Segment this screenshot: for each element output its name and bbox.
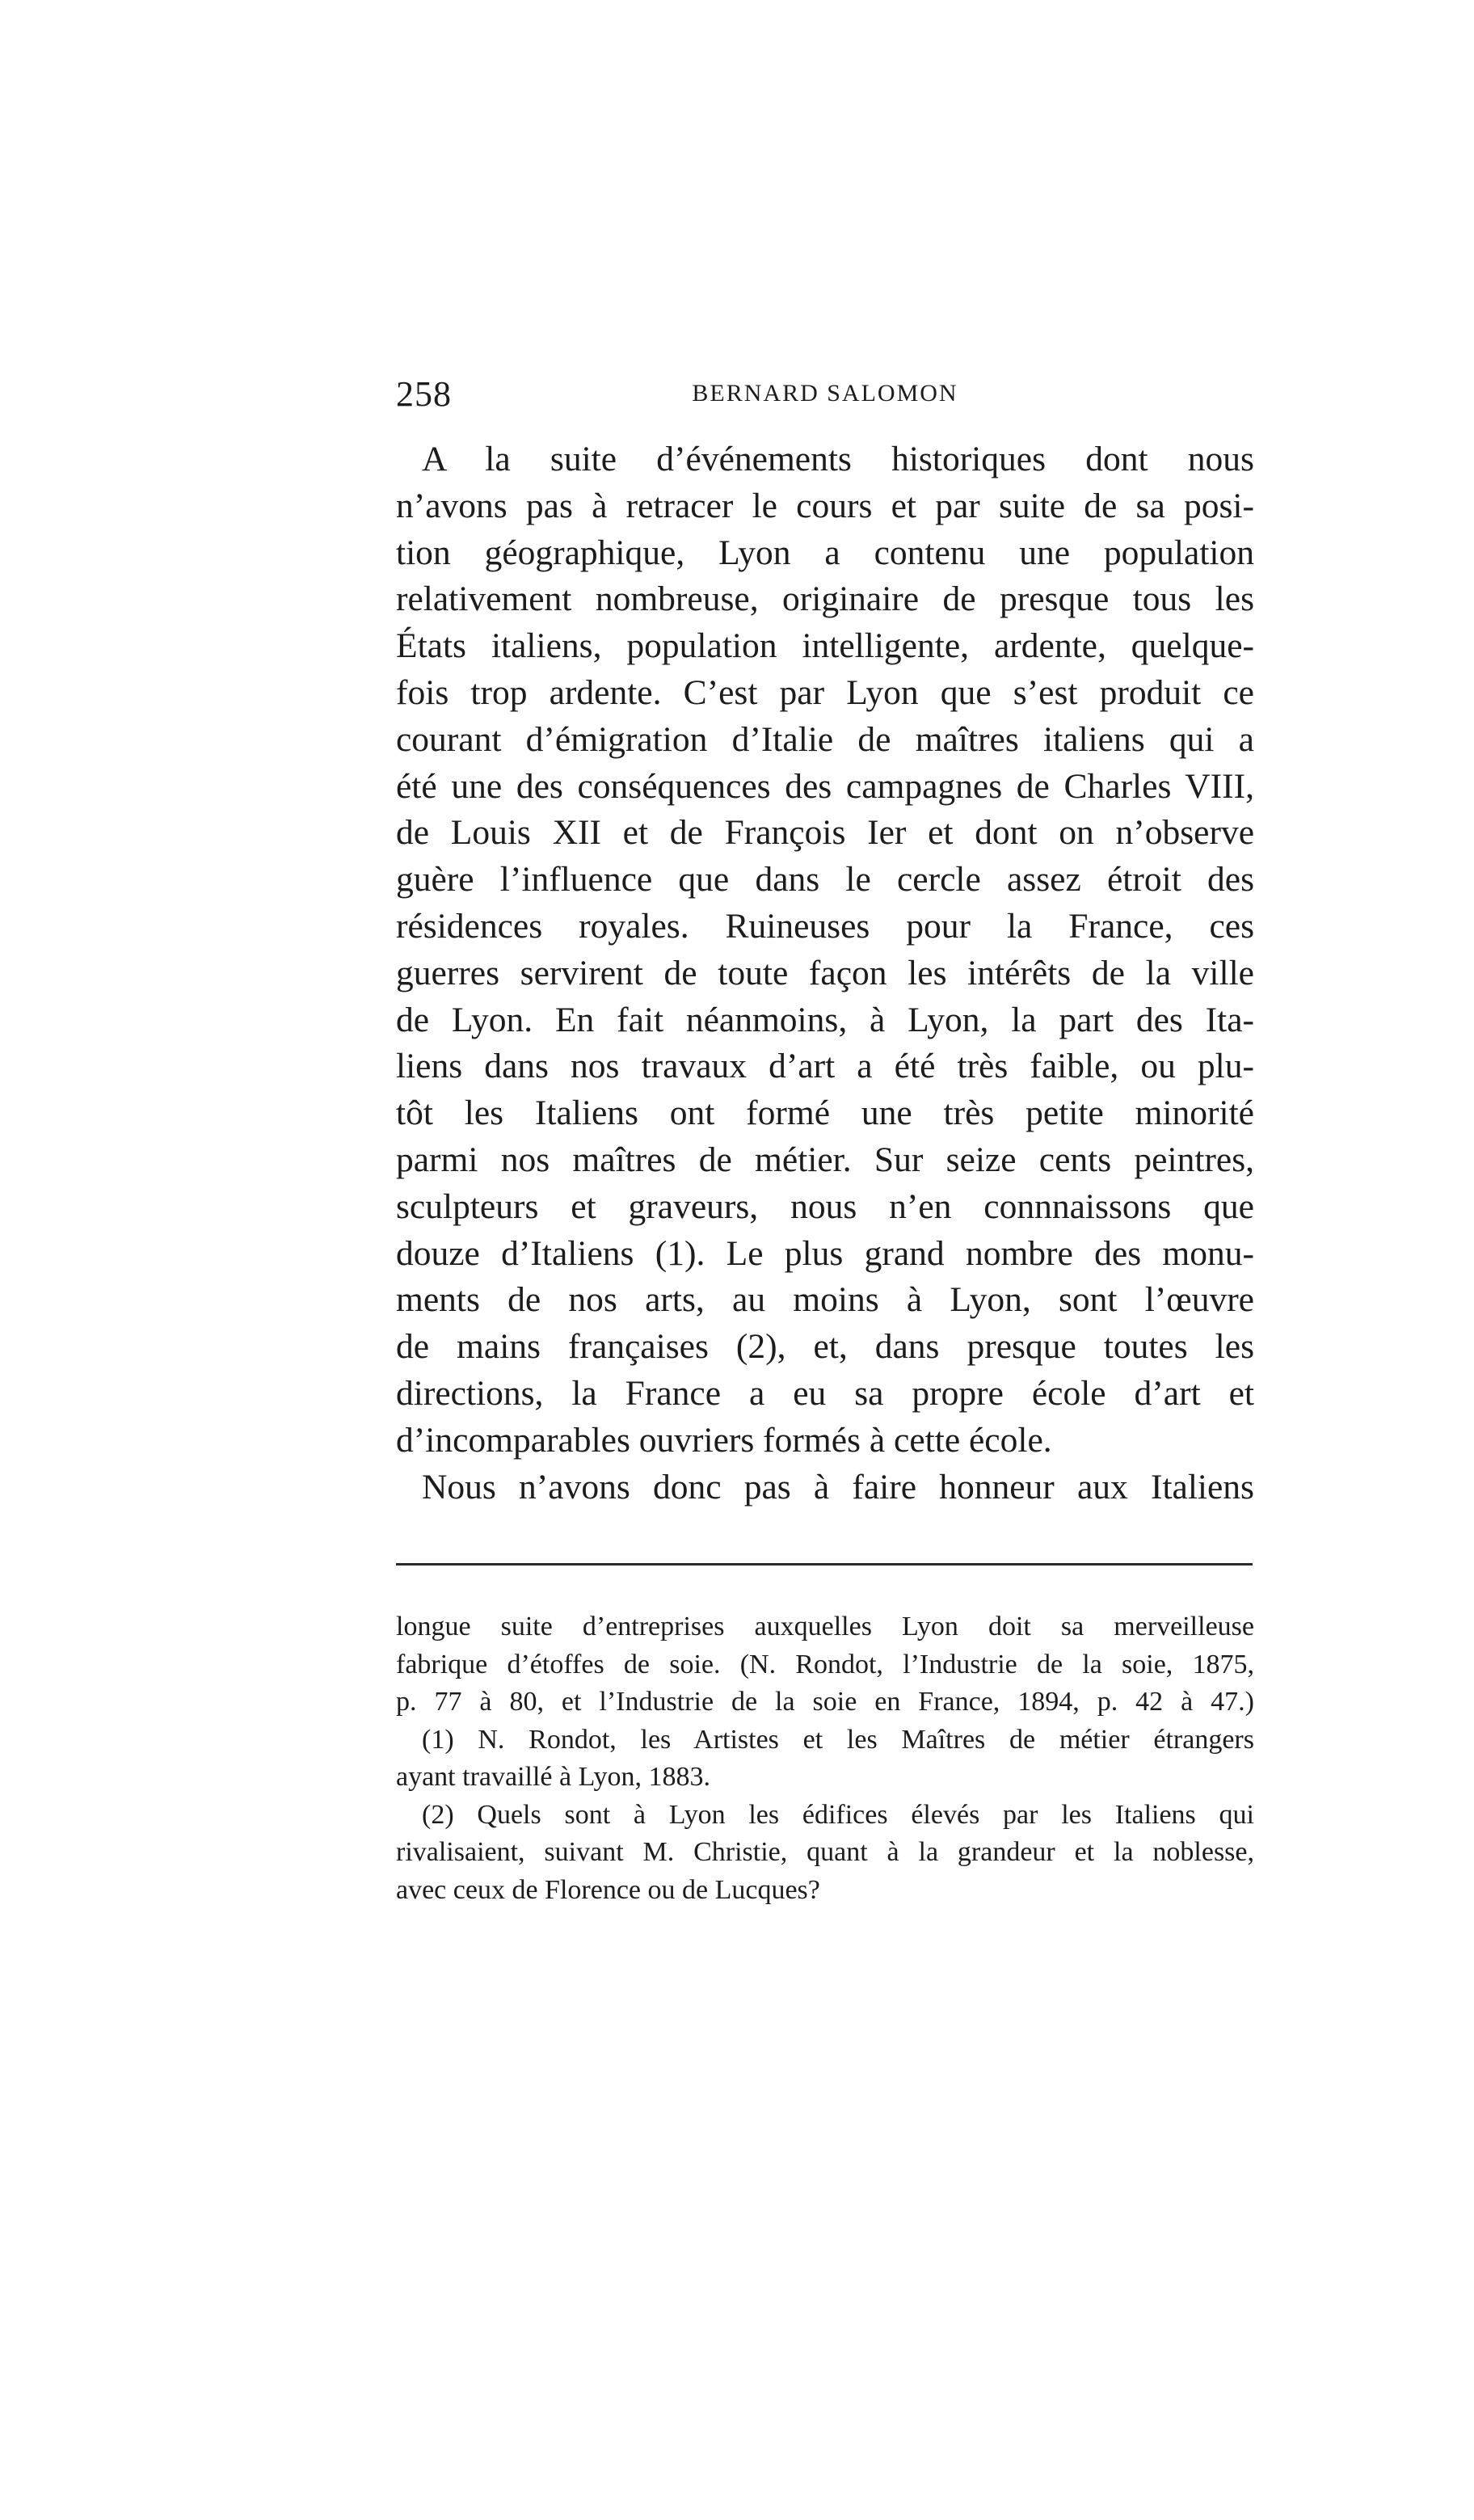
text-line: fois trop ardente. C’est par Lyon que s’est produit ce [396,672,1254,712]
footnote-line: avec ceux de Florence ou de Lucques? [396,1874,820,1905]
text-line: résidences royales. Ruineuses pour la France, ces [396,906,1254,946]
text-line: États italiens, population intelligente, ardente, quelque- [396,626,1254,666]
text-line: de Louis XII et de François Ier et dont on n’observe [396,813,1254,853]
text-line: de mains françaises (2), et, dans presque toutes les [396,1327,1254,1367]
footnote-line: p. 77 à 80, et l’Industrie de la soie en France, 1894, p. 42 à 47.) [396,1687,1254,1717]
text-line: été une des conséquences des campagnes de Charles VIII, [396,766,1254,806]
page-header [396,373,1254,422]
main-text [396,436,1254,1511]
running-head: BERNARD SALOMON [692,380,958,407]
text-line: sculpteurs et graveurs, nous n’en connnaissons que [396,1186,1254,1226]
text-line: A la suite d’événements historiques dont nous [422,440,1254,478]
footnote-line: fabrique d’étoffes de soie. (N. Rondot, l’Industrie de la soie, 1875, [396,1649,1254,1679]
text-line: parmi nos maîtres de métier. Sur seize cents peintres, [396,1140,1254,1179]
text-line: ments de nos arts, au moins à Lyon, sont l’œuvre [396,1280,1254,1320]
footnote-line: rivalisaient, suivant M. Christie, quant à la grandeur et la noblesse, [396,1837,1254,1867]
text-line: douze d’Italiens (1). Le plus grand nombre des monu- [396,1233,1254,1273]
text-line: courant d’émigration d’Italie de maîtres italiens qui a [396,719,1254,759]
text-line: liens dans nos travaux d’art a été très faible, ou plu- [396,1047,1254,1086]
footnote-line: (2) Quels sont à Lyon les édifices élevés par les Italiens qui [422,1799,1254,1830]
footnote-line: (1) N. Rondot, les Artistes et les Maîtres de métier étrangers [422,1724,1254,1755]
text-line: guère l’influence que dans le cercle assez étroit des [396,860,1254,900]
footnotes [396,1608,1254,1909]
text-line: tion géographique, Lyon a contenu une population [396,533,1254,572]
footnote-line: longue suite d’entreprises auxquelles Lyon doit sa merveilleuse [396,1612,1254,1641]
text-line: guerres servirent de toute façon les intérêts de la ville [396,953,1254,992]
text-line: tôt les Italiens ont formé une très petite minorité [396,1094,1254,1133]
text-line: n’avons pas à retracer le cours et par suite de sa posi- [396,486,1254,525]
text-line: de Lyon. En fait néanmoins, à Lyon, la part des Ita- [396,1000,1254,1039]
text-line: relativement nombreuse, originaire de presque tous les [396,579,1254,619]
page-number: 258 [396,374,452,414]
text-line: d’incomparables ouvriers formés à cette école. [396,1420,1052,1460]
footnote-rule [396,1563,1253,1566]
text-line: directions, la France a eu sa propre école d’art et [396,1373,1254,1413]
text-line: Nous n’avons donc pas à faire honneur aux Italiens [422,1467,1254,1507]
footnote-line: ayant travaillé à Lyon, 1883. [396,1762,710,1792]
